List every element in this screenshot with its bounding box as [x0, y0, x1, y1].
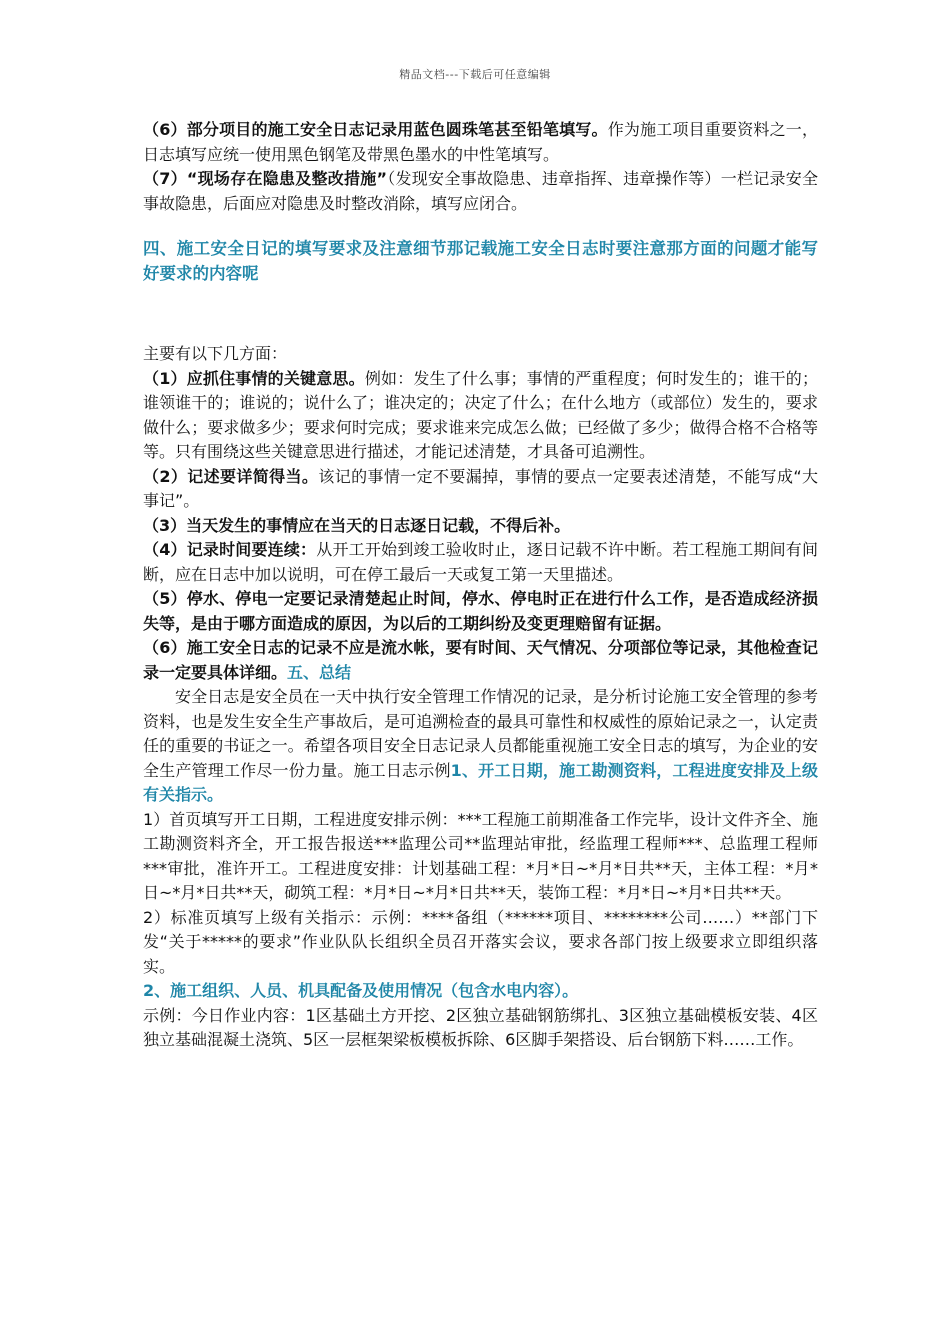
s4-item5: （5）停水、停电一定要记录清楚起止时间，停水、停电时正在进行什么工作，是否造成经济损失等，是由于哪方面造成的原因，为以后的工期纠纷及变更理赔留有证据。	[143, 589, 818, 633]
s5-example-label: 施工日志示例	[353, 760, 451, 780]
section4-intro: 主要有以下几方面：	[143, 344, 288, 363]
page-header: 精品文档---下载后可任意编辑	[399, 68, 551, 81]
paragraph-s4-item4	[143, 538, 818, 587]
s5-sub2-heading: 2、施工组织、人员、机具配备及使用情况（包含水电内容）。	[143, 981, 579, 1000]
paragraph-s5-summary	[143, 685, 818, 808]
s4-item2-bold: （2）记述要详简得当。	[143, 466, 319, 486]
s5-sub2-p1: 示例：今日作业内容：1区基础土方开挖、2区独立基础钢筋绑扎、3区独立基础模板安装、4区独立基础混凝土浇筑、5区一层框架梁板模板拆除、6区脚手架搭设、后台钢筋下料……工作。	[143, 1005, 818, 1049]
s4-item4-bold: （4）记录时间要连续：	[143, 540, 317, 559]
s4-item3: （3）当天发生的事情应在当天的日志逐日记载，不得后补。	[143, 515, 571, 535]
s4-item2-text: 该记的事情一定不要漏掉，事情的要点一定要表述清楚，不能写成“大事记”。	[143, 466, 818, 510]
s4-item1-bold: （1）应抓住事情的关键意思。	[143, 368, 365, 388]
s3-item7-bold: （7）“现场存在隐患及整改措施”	[143, 169, 388, 188]
paragraph-s4-item1	[143, 367, 818, 465]
s4-item4-text: 从开工开始到竣工验收时止，逐日记载不许中断。若工程施工期间有间断，应在日志中加以说明，可在停工最后一天或复工第一天里描述。	[143, 540, 818, 584]
paragraph-s3-item7	[143, 167, 818, 216]
paragraph-s4-item2	[143, 465, 818, 514]
s4-item1-text: 例如：发生了什么事；事情的严重程度；何时发生的；谁干的；谁领谁干的；谁说的；说什么了；谁决定的；决定了什么；在什么地方（或部位）发生的，要求做什么；要求做多少；要求何时完成；要求谁来完成怎么做；已经做了多少；做得合格不合格等等。只有围绕这些关键意思进行描述，才能记述清楚，才具备可追溯性。	[143, 368, 818, 461]
s4-item6-bold: （6）施工安全日志的记录不应是流水帐，要有时间、天气情况、分项部位等记录，其他检查记录一定要具体详细。	[143, 638, 818, 682]
paragraph-s3-item6	[143, 118, 818, 167]
s5-sub1-p1: 1）首页填写开工日期，工程进度安排示例：***工程施工前期准备工作完毕，设计文件齐全、施工勘测资料齐全，开工报告报送***监理公司**监理站审批，经监理工程师***、总监理工程师***审批，准许开工。工程进度安排：计划基础工程：*月*日~*月*日共**天，主体工程：*月*日~*月*日共**天，砌筑工程：*月*日~*月*日共**天，装饰工程：*月*日~*月*日共**天。	[143, 809, 818, 902]
section5-heading: 五、总结	[287, 662, 352, 682]
s3-item7-text: （发现安全事故隐患、违章指挥、违章操作等）一栏记录安全事故隐患，后面应对隐患及时整改消除，填写应闭合。	[143, 169, 818, 213]
s3-item6-bold: （6）部分项目的施工安全日志记录用蓝色圆珠笔甚至铅笔填写。	[143, 120, 608, 139]
section4-heading: 四、施工安全日记的填写要求及注意细节那记载施工安全日志时要注意那方面的问题才能写好要求的内容呢	[143, 239, 818, 283]
s5-sub1-heading: 1、开工日期，施工勘测资料，工程进度安排及上级有关指示。	[143, 760, 818, 804]
s3-item6-text: 作为施工项目重要资料之一，日志填写应统一使用黑色钢笔及带黑色墨水的中性笔填写。	[143, 120, 818, 164]
s5-summary-text: 安全日志是安全员在一天中执行安全管理工作情况的记录，是分析讨论施工安全管理的参考资料，也是发生安全生产事故后，是可追溯检查的最具可靠性和权威性的原始记录之一，认定责任的重要的书证之一。希望各项目安全日志记录人员都能重视施工安全日志的填写，为企业的安全生产管理工作尽一份力量。	[143, 687, 818, 780]
s5-sub1-p2: 2）标准页填写上级有关指示：示例：****备组（******项目、********公司……）**部门下发“关于*****的要求”作业队队长组织全员召开落实会议，要求各部门按上级要求立即组织落实。	[143, 907, 818, 976]
paragraph-s4-item6	[143, 636, 818, 685]
document-body	[143, 118, 818, 1053]
